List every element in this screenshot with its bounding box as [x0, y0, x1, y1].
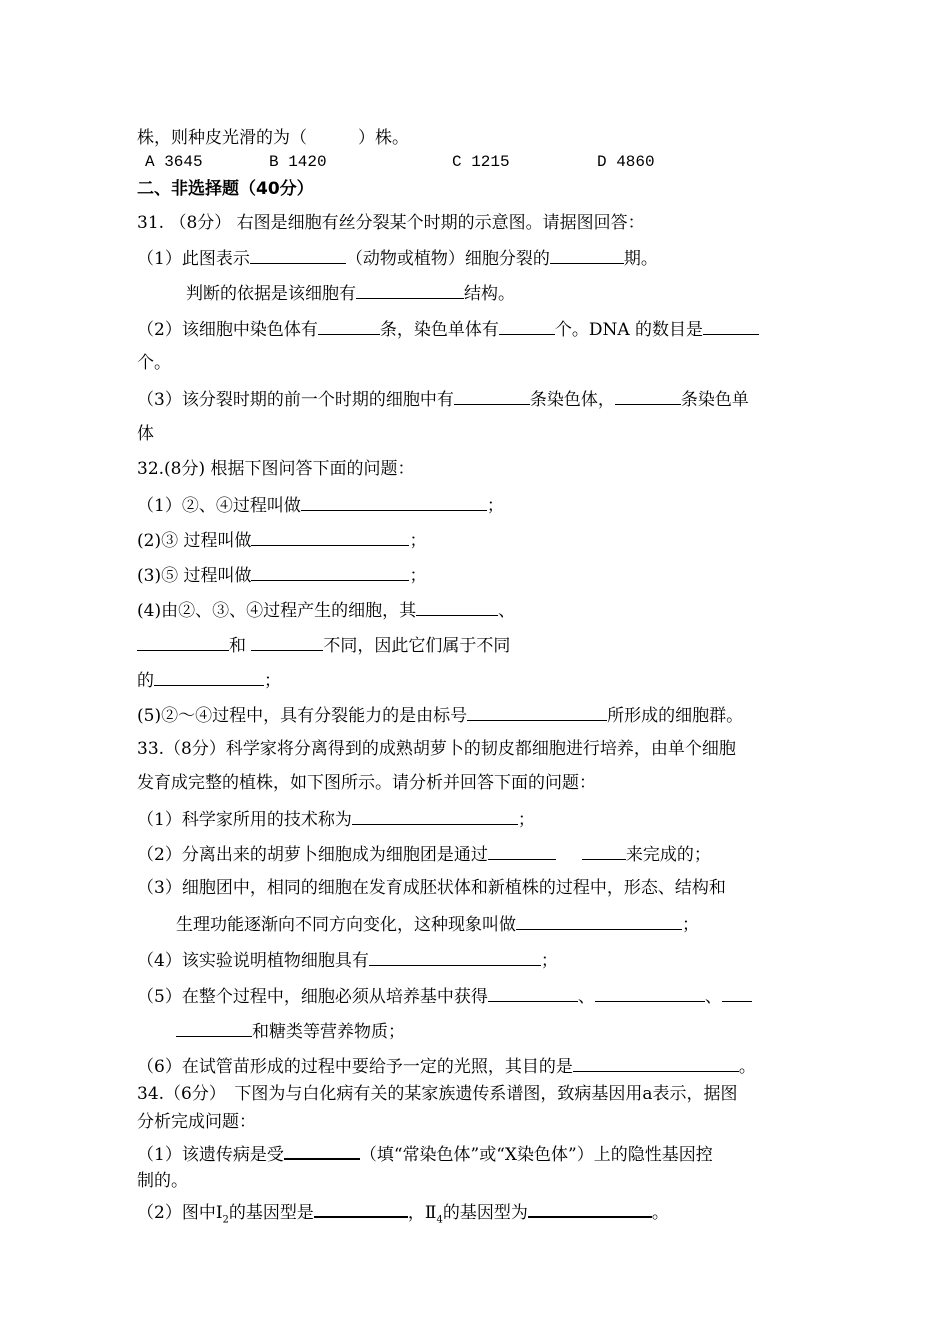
q32-stem: 32.(8分) 根据下图问答下面的问题： [137, 459, 415, 479]
q32-p5-text-a: (5)②～④过程中，具有分裂能力的是由标号 [137, 706, 468, 726]
q33-p3-text-b: 生理功能逐渐向不同方向变化，这种现象叫做 [176, 915, 516, 935]
q34-p2-text-c: ，Ⅱ [407, 1203, 437, 1223]
q32-blank-diff-3[interactable] [251, 632, 323, 651]
q34-part1-tail: 制的。 [137, 1171, 188, 1191]
q31-p1-text-a: （1）此图表示 [137, 249, 250, 269]
q32-p5-text-b: 所形成的细胞群。 [607, 706, 744, 726]
q34-p2-text-a: （2）图中I [137, 1203, 223, 1223]
q32-part2 [137, 527, 426, 553]
q33-part3: （3）细胞团中，相同的细胞在发育成胚状体和新植株的过程中，形态、结构和 [137, 878, 726, 898]
q31-part2 [137, 316, 759, 342]
q31-blank-phase[interactable] [550, 245, 624, 264]
q31-blank-dna[interactable] [703, 316, 759, 335]
q31-p3-text-a: （3）该分裂时期的前一个时期的细胞中有 [137, 390, 454, 410]
q32-blank-tissue[interactable] [154, 667, 264, 686]
q33-part2 [137, 841, 711, 867]
q33-p6-text-b: 。 [738, 1057, 756, 1077]
q31-part2-tail: 个。 [137, 353, 171, 373]
q33-blank-nutrient-2[interactable] [595, 983, 705, 1002]
q34-stem-line2: 分析完成问题： [137, 1112, 256, 1132]
q33-part3-line2 [176, 911, 699, 937]
q34-part1 [137, 1140, 713, 1167]
q33-blank-property[interactable] [369, 947, 541, 966]
q33-blank-purpose[interactable] [573, 1053, 739, 1072]
q33-blank-technique[interactable] [352, 806, 518, 825]
q32-blank-process-3[interactable] [251, 527, 409, 546]
q33-p5-text-c: 、 [704, 987, 722, 1007]
q31-p1-text-d: 判断的依据是该细胞有 [186, 284, 356, 304]
q34-p1-text-b: （填“常染色体”或“X染色体”）上的隐性基因控 [359, 1145, 713, 1165]
q34-p2-text-d: 的基因型为 [442, 1203, 528, 1223]
q31-p3-text-c: 条染色单 [680, 390, 749, 410]
q33-p1-text-a: （1）科学家所用的技术称为 [137, 810, 352, 830]
q31-part3-tail: 体 [137, 424, 154, 444]
q31-p3-text-b: 条染色体， [529, 390, 615, 410]
q32-part3 [137, 562, 426, 588]
q31-stem: 31. （8分） 右图是细胞有丝分裂某个时期的示意图。请据图回答： [137, 213, 645, 233]
q32-p4-text-c: 和 [229, 636, 246, 656]
q32-part4-line3 [137, 667, 281, 693]
q30-tail-line [137, 126, 409, 150]
q32-blank-process-5[interactable] [251, 562, 409, 581]
q33-p4-text-b: ； [540, 951, 558, 971]
q33-part1 [137, 806, 535, 832]
q34-p2-sub-1: 2 [222, 1214, 229, 1226]
q34-p2-text-b: 的基因型是 [228, 1203, 314, 1223]
q34-p2-sub-2: 4 [436, 1214, 443, 1226]
q31-blank-cell-type[interactable] [250, 245, 346, 264]
q33-stem-line2: 发育成完整的植株，如下图所示。请分析并回答下面的问题： [137, 773, 596, 793]
q31-p2-text-a: （2）该细胞中染色体有 [137, 320, 318, 340]
q32-p4-text-d: 不同，因此它们属于不同 [323, 636, 511, 656]
q33-p1-text-b: ； [517, 810, 535, 830]
q33-p5-text-b: 、 [577, 987, 595, 1007]
q32-blank-diff-1[interactable] [416, 597, 498, 616]
q31-p2-text-b: 条，染色单体有 [379, 320, 499, 340]
q33-p2-text-a: （2）分离出来的胡萝卜细胞成为细胞团是通过 [137, 845, 488, 865]
q31-p1-text-e: 结构。 [464, 284, 515, 304]
q34-p1-text-a: （1）该遗传病是受 [137, 1145, 284, 1165]
q32-p4-text-e: 的 [137, 671, 154, 691]
q34-blank-genotype-ii4[interactable] [528, 1198, 652, 1218]
q30-tail-text: 株，则种皮光滑的为（ ）株。 [137, 128, 409, 148]
q32-blank-diff-2[interactable] [137, 632, 229, 651]
q32-p2-text-a: (2)③ 过程叫做 [137, 531, 252, 551]
section-heading: 二、非选择题（40分） [137, 179, 314, 199]
q32-p4-text-a: (4)由②、③、④过程产生的细胞，其 [137, 601, 417, 621]
q33-part6 [137, 1053, 756, 1079]
q32-part1 [137, 492, 504, 518]
q34-p2-text-e: 。 [651, 1203, 669, 1223]
q33-p5-text-d: 和糖类等营养物质； [252, 1022, 405, 1042]
q31-blank-chromatids[interactable] [499, 316, 555, 335]
q32-part4-line2 [137, 632, 510, 658]
q33-p2-text-b: 来完成的； [625, 845, 711, 865]
q32-part4 [137, 597, 515, 623]
q33-stem-line1: 33.（8分）科学家将分离得到的成熟胡萝卜的韧皮都细胞进行培养，由单个细胞 [137, 739, 736, 759]
q31-blank-structure[interactable] [356, 280, 464, 299]
q33-part5-line2 [176, 1018, 405, 1044]
q32-blank-process-2-4[interactable] [301, 492, 487, 511]
q32-part5 [137, 702, 743, 728]
q33-p6-text-a: （6）在试管苗形成的过程中要给予一定的光照，其目的是 [137, 1057, 573, 1077]
q32-p4-text-f: ； [264, 671, 281, 691]
q31-blank-chromosomes[interactable] [318, 316, 380, 335]
option-b: B 1420 [269, 153, 327, 171]
q33-blank-nutrient-3a[interactable] [722, 983, 752, 1002]
q34-blank-genotype-i2[interactable] [314, 1198, 408, 1218]
q33-p4-text-a: （4）该实验说明植物细胞具有 [137, 951, 369, 971]
q31-blank-prev-chromosomes[interactable] [454, 386, 530, 405]
q31-part1 [137, 245, 658, 271]
q32-p3-text-a: (3)⑤ 过程叫做 [137, 566, 252, 586]
option-c: C 1215 [452, 153, 510, 171]
q31-blank-prev-chromatids[interactable] [615, 386, 681, 405]
q33-blank-phenomenon[interactable] [516, 911, 682, 930]
q34-part2 [137, 1198, 669, 1232]
q34-stem-line1: 34.（6分） 下图为与白化病有关的某家族遗传系谱图，致病基因用a表示，据图 [137, 1084, 738, 1104]
q33-p5-text-a: （5）在整个过程中，细胞必须从培养基中获得 [137, 987, 488, 1007]
q33-part4 [137, 947, 558, 973]
q32-p1-text-b: ； [486, 496, 504, 516]
q32-blank-label[interactable] [467, 702, 607, 721]
q33-blank-process-a[interactable] [488, 841, 556, 860]
q34-blank-chromosome-type[interactable] [284, 1140, 360, 1160]
q33-p3-text-c: ； [682, 915, 699, 935]
option-a: A 3645 [145, 153, 203, 171]
option-d: D 4860 [597, 153, 655, 171]
q33-blank-nutrient-1[interactable] [488, 983, 578, 1002]
q31-p1-text-c: 期。 [623, 249, 658, 269]
q33-blank-nutrient-3b[interactable] [176, 1018, 252, 1037]
q31-p1-text-b: （动物或植物）细胞分裂的 [345, 249, 550, 269]
q33-part5 [137, 983, 752, 1009]
q32-p4-text-b: 、 [498, 601, 516, 621]
q31-p2-text-c: 个。DNA 的数目是 [554, 320, 704, 340]
q32-p1-text-a: （1）②、④过程叫做 [137, 496, 301, 516]
q32-p3-text-b: ； [409, 566, 427, 586]
q31-part1-basis [186, 280, 515, 306]
q32-p2-text-b: ； [409, 531, 427, 551]
q31-part3 [137, 386, 749, 412]
q33-blank-process-b[interactable] [582, 841, 626, 860]
